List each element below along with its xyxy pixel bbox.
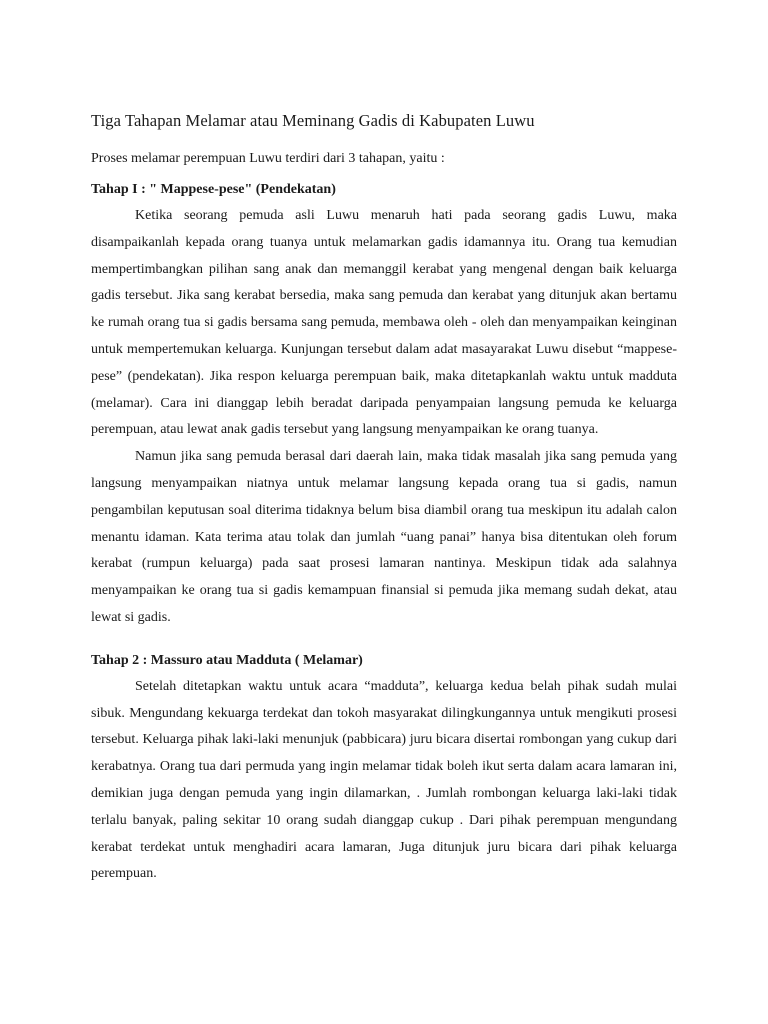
- section-heading: Tahap I : " Mappese-pese" (Pendekatan): [91, 182, 336, 197]
- paragraph: Setelah ditetapkan waktu untuk acara “madduta”, keluarga kedua belah pihak sudah mulai sibuk. Mengundang kekuarga terdekat dan tokoh masyarakat dilingkungannya untuk mengikuti prosesi tersebut. Keluarga pihak laki-laki menunjuk (pabbicara) juru bicara disertai rombongan yang cukup dari kerabatnya. Orang tua dari permuda yang ingin melamar tidak boleh ikut serta dalam acara lamaran ini, demikian juga dengan pemuda yang ingin dilamarkan, . Jumlah rombongan keluarga laki-laki tidak terlalu banyak, paling sekitar 10 orang sudah dianggap cukup . Dari pihak perempuan mengundang kerabat terdekat untuk menghadiri acara lamaran, Juga ditunjuk juru bicara dari pihak keluarga perempuan.: [91, 678, 677, 882]
- document-title: Tiga Tahapan Melamar atau Meminang Gadis di Kabupaten Luwu: [91, 111, 535, 130]
- paragraph: Ketika seorang pemuda asli Luwu menaruh hati pada seorang gadis Luwu, maka disampaikanlah kepada orang tuanya untuk melamarkan gadis idamannya itu. Orang tua kemudian mempertimbangkan pilihan sang anak dan memanggil kerabat yang mengenal dengan baik keluarga gadis tersebut. Jika sang kerabat bersedia, maka sang pemuda dan kerabat yang ditunjuk akan bertamu ke rumah orang tua si gadis bersama sang pemuda, membawa oleh - oleh dan menyampaikan keinginan untuk mempertemukan keluarga. Kunjungan tersebut dalam adat masayarakat Luwu disebut “mappese- pese” (pendekatan). Jika respon keluarga perempuan baik, maka ditetapkanlah waktu untuk madduta (melamar). Cara ini dianggap lebih beradat daripada penyampaian langsung pemuda ke keluarga perempuan, atau lewat anak gadis tersebut yang langsung menyampaikan ke orang tuanya.: [91, 208, 677, 438]
- paragraph: Namun jika sang pemuda berasal dari daerah lain, maka tidak masalah jika sang pemuda yang langsung menyampaikan niatnya untuk melamar langsung kepada orang tua si gadis, namun pengambilan keputusan soal diterima tidaknya belum bisa diambil orang tua meskipun itu adalah calon menantu idaman. Kata terima atau tolak dan jumlah “uang panai” hanya bisa ditentukan oleh forum kerabat (rumpun keluarga) pada saat prosesi lamaran nantinya. Meskipun tidak ada salahnya menyampaikan ke orang tua si gadis kemampuan finansial si pemuda jika memang sudah dekat, atau lewat si gadis.: [91, 449, 677, 625]
- document-page: [91, 110, 677, 888]
- section-tahap-2: [91, 650, 677, 888]
- section-tahap-1: [91, 179, 677, 632]
- section-heading: Tahap 2 : Massuro atau Madduta ( Melamar): [91, 652, 363, 668]
- section-spacer: [91, 632, 677, 650]
- intro-text: Proses melamar perempuan Luwu terdiri dari 3 tahapan, yaitu :: [91, 151, 445, 166]
